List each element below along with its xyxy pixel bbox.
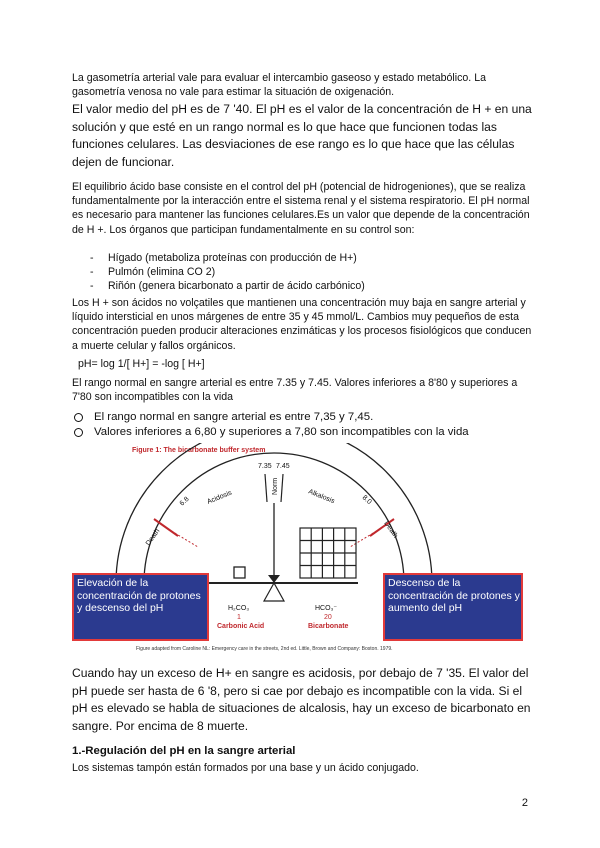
figure-caption: Figure adapted from Caroline NL: Emergency care in the streets, 2nd ed. Little, Brown and Company: Boston. 1979. [136,646,393,652]
arc-label-death-right: Death [382,520,399,540]
paragraph-ph-medio: El valor medio del pH es de 7 '40. El pH es el valor de la concentración de H + en una solución y que esté en un rango normal es lo que hace que funcionen todas las funciones celulares. Las desviaciones de ese rango es lo que hace que las células dejen de funcionar. [72,102,532,169]
right-info-box [384,574,522,640]
acid-formula: H₂CO₃ [228,605,250,612]
arc-label-80: 8.0 [360,494,373,506]
list-item: - Pulmón (elimina CO 2) [72,265,532,279]
range-bullets [72,410,532,440]
left-box-text: Elevación de la concentración de protones y descenso del pH [77,577,201,615]
bicarbonate-buffer-figure [72,443,528,653]
right-box-text: Descenso de la concentración de protones y aumento del pH [388,577,520,615]
left-info-box [73,574,208,640]
list-item: - Riñón (genera bicarbonato a partir de ácido carbónico) [72,279,532,293]
figure-title: Figure 1: The bicarbonate buffer system [132,447,266,454]
arc-label-death-left: Death [144,527,162,548]
list-item: - Hígado (metaboliza proteínas con producción de H+) [72,251,532,265]
bicarbonate-name: Bicarbonate [308,623,349,630]
paragraph-tampon: Los sistemas tampón están formados por una base y un ácido conjugado. [72,762,419,774]
list-item: Valores inferiores a 6,80 y superiores a 7,80 son incompatibles con la vida [72,425,532,440]
paragraph-h-acidos: Los H + son ácidos no volçatiles que mantienen una concentración muy baja en sangre arterial y líquido intersticial en unos márgenes de entre 35 y 45 mmol/L. Cambios muy pequeños de esta concentración pueden producir alteraciones enzimáticas y los procesos fisiológicos que conducen a muerte celular y fallos orgánicos. [72,297,532,352]
bicarbonate-formula: HCO₃⁻ [315,605,338,612]
acid-name: Carbonic Acid [217,623,265,630]
fulcrum [264,583,284,601]
acid-block [234,567,245,578]
list-item: El rango normal en sangre arterial es entre 7,35 y 7,45. [72,410,532,425]
arc-label-acidosis: Acidosis [206,489,233,506]
tick-label: 7.35 [258,463,272,470]
bicarbonate-grid [300,528,356,578]
paragraph-rango: El rango normal en sangre arterial es entre 7.35 y 7.45. Valores inferiores a 8'80 y superiores a 7'80 son incompatibles con la vida [72,377,518,404]
tick-label: 7.45 [276,463,290,470]
acid-count: 1 [237,614,241,621]
arc-label-alkalosis: Alkalosis [307,488,336,506]
page-number: 2 [521,797,528,809]
paragraph-acidosis: Cuando hay un exceso de H+ en sangre es acidosis, por debajo de 7 '35. El valor del pH puede ser hasta de 6 '8, pero si cae por debajo es incompatible con la vida. Si el pH es elevado se habla de situaciones de alcalosis, hay un exceso de bicarbonato en sangre. Por encima de 8 muerte. [72,666,531,733]
arc-label-norm: Norm [272,477,279,495]
ph-formula: pH= log 1/[ H+] = -log [ H+] [78,358,205,370]
paragraph-gasometria: La gasometría arterial vale para evaluar el intercambio gaseoso y estado metabólico. La gasometría venosa no vale para estimar la situación de oxigenación. [72,72,486,99]
bicarbonate-count: 20 [324,614,332,621]
section-heading: 1.-Regulación del pH en la sangre arterial [72,745,296,757]
paragraph-equilibrio: El equilibrio ácido base consiste en el control del pH (potencial de hidrogeniones), que se realiza fundamentalmente por la interacción entre el sistema renal y el sistema respiratorio. El pH normal es necesario para mantener las funciones celulares.Es un valor que depende de la concentración de H +. Los órganos que participan fundamentalmente en su control son: [72,181,530,236]
arc-label-68: 6.8 [178,495,191,508]
organ-list [72,251,532,294]
